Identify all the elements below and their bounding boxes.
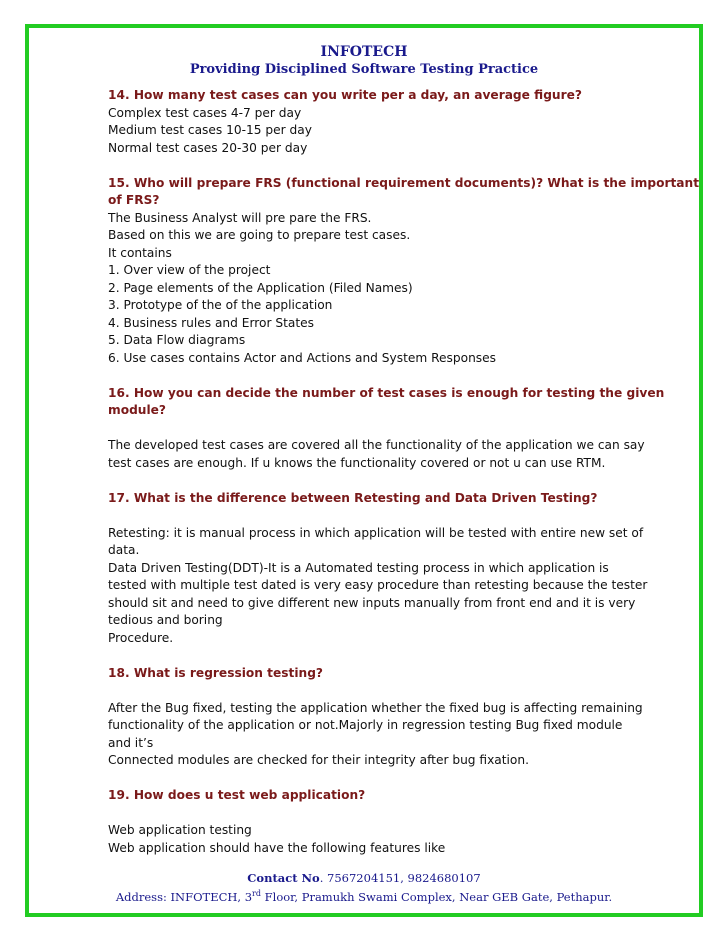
question-line: 18. What is regression testing? — [108, 665, 323, 680]
answer-line: Web application should have the following features like — [108, 840, 446, 855]
address-prefix: Address: INFOTECH, 3 — [115, 889, 253, 904]
address-line — [0, 886, 728, 905]
question-line: 14. How many test cases can you write per a day, an average figure? — [108, 88, 582, 102]
question-line: module? — [108, 403, 166, 417]
contact-label: Contact No — [247, 871, 320, 885]
answer-line: Connected modules are checked for their integrity after bug fixation. — [108, 753, 529, 767]
contact-numbers: . 7567204151, 9824680107 — [319, 871, 481, 885]
section-gap — [108, 157, 623, 175]
answer-line: It contains — [108, 245, 172, 260]
answer-line: Complex test cases 4-7 per day — [108, 105, 302, 120]
question-line: 19. How does u test web application? — [108, 788, 366, 802]
answer-line: 1. Over view of the project — [108, 263, 271, 277]
answer-line: After the Bug fixed, testing the application whether the fixed bug is affecting remaining — [108, 700, 643, 715]
org-tagline: Providing Disciplined Software Testing Practice — [189, 62, 539, 77]
answer-line — [108, 805, 623, 823]
answer-line: functionality of the application or not.Majorly in regression testing Bug fixed module — [108, 718, 623, 732]
address-sup: rd — [252, 889, 261, 898]
answer-line: Medium test cases 10-15 per day — [108, 123, 312, 137]
section-gap — [108, 647, 623, 665]
page-header — [0, 44, 728, 78]
contact-line — [0, 871, 728, 886]
answer-line — [108, 420, 623, 438]
question-line: 15. Who will prepare FRS (functional requirement documents)? What is the important — [108, 175, 700, 190]
question-line: 16. How you can decide the number of test cases is enough for testing the given — [108, 385, 665, 400]
answer-line: 2. Page elements of the Application (Filed Names) — [108, 280, 413, 295]
address-rest: Floor, Pramukh Swami Complex, Near GEB Gate, Pethapur. — [261, 889, 613, 904]
answer-line — [108, 682, 623, 700]
section-gap — [108, 770, 623, 788]
answer-line: The developed test cases are covered all the functionality of the application we can say — [108, 438, 645, 452]
answer-line: tedious and boring — [108, 613, 223, 627]
section-gap — [108, 472, 623, 490]
answer-line: Web application testing — [108, 823, 252, 837]
answer-line: The Business Analyst will pre pare the FRS. — [108, 210, 372, 225]
answer-line: Data Driven Testing(DDT)-It is a Automated testing process in which application is — [108, 560, 609, 575]
answer-line: Normal test cases 20-30 per day — [108, 140, 308, 155]
answer-line: 4. Business rules and Error States — [108, 315, 314, 330]
question-line: 17. What is the difference between Retesting and Data Driven Testing? — [108, 490, 598, 505]
answer-line: 6. Use cases contains Actor and Actions and System Responses — [108, 350, 496, 365]
answer-line: should sit and need to give different new inputs manually from front end and it is very — [108, 595, 636, 610]
qa-content — [108, 87, 700, 857]
answer-line: test cases are enough. If u knows the functionality covered or not u can use RTM. — [108, 455, 606, 470]
answer-line: 3. Prototype of the of the application — [108, 298, 333, 312]
answer-line: Based on this we are going to prepare test cases. — [108, 228, 411, 242]
section-gap — [108, 367, 623, 385]
answer-line: Retesting: it is manual process in which application will be tested with entire new set of — [108, 525, 644, 540]
answer-line — [108, 507, 623, 525]
org-name: INFOTECH — [320, 44, 408, 60]
page-footer — [0, 871, 728, 905]
question-line: of FRS? — [108, 193, 160, 207]
answer-line: tested with multiple test dated is very easy procedure than retesting because the tester — [108, 578, 648, 592]
answer-line: 5. Data Flow diagrams — [108, 333, 246, 347]
answer-line: Procedure. — [108, 630, 174, 645]
answer-line: and it’s — [108, 735, 154, 750]
answer-line: data. — [108, 543, 140, 557]
